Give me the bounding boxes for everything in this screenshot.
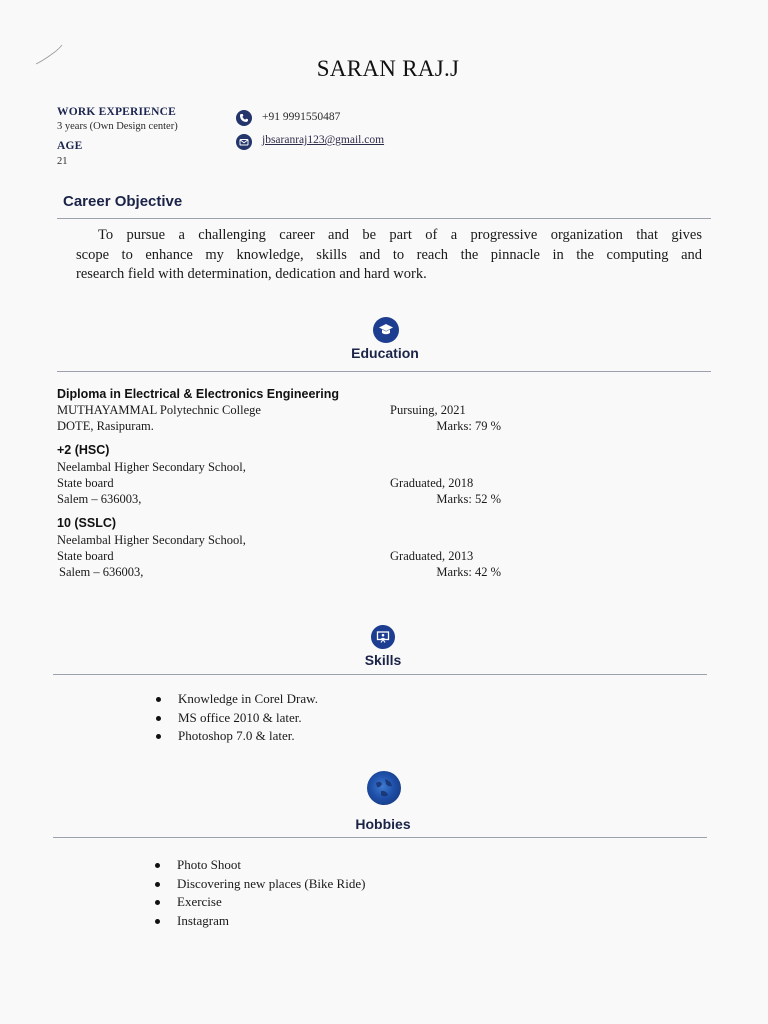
bullet-icon (156, 697, 161, 702)
education-institution: Neelambal Higher Secondary School, (57, 533, 246, 547)
candidate-name: SARAN RAJ.J (316, 56, 460, 81)
education-marks: Marks: 79 % (436, 419, 501, 433)
education-location: Salem – 636003, (57, 492, 142, 506)
skills-divider (53, 674, 707, 675)
phone-number: +91 9991550487 (262, 111, 341, 123)
hobby-text: Discovering new places (Bike Ride) (177, 875, 366, 891)
education-status: Pursuing, 2021 (390, 403, 466, 417)
skill-text: Knowledge in Corel Draw. (178, 691, 318, 706)
education-marks: Marks: 52 % (436, 492, 501, 506)
bullet-icon (156, 734, 161, 739)
skills-title: Skills (364, 652, 402, 668)
career-objective-line-3: research field with determination, dedication and hard work. (76, 266, 427, 282)
career-objective-text (76, 226, 702, 285)
education-board: State board (57, 476, 114, 490)
presentation-board-icon (371, 625, 395, 649)
bullet-icon (155, 919, 160, 924)
hobby-text: Photo Shoot (177, 857, 241, 872)
career-objective-divider (57, 218, 711, 219)
education-heading: 10 (SSLC) (57, 516, 117, 530)
list-item (177, 912, 365, 931)
education-status: Graduated, 2013 (390, 549, 474, 563)
hobby-text: Exercise (177, 894, 222, 909)
work-experience-label: WORK EXPERIENCE (57, 106, 176, 118)
education-heading: Diploma in Electrical & Electronics Engineering (57, 387, 340, 401)
career-objective-line-1: To pursue a challenging career and be part of a progressive organization that gives (98, 227, 702, 243)
education-divider (57, 371, 711, 372)
phone-icon (236, 110, 252, 126)
career-objective-line-2: scope to enhance my knowledge, skills and to reach the pinnacle in the computing and (76, 246, 702, 263)
education-institution: MUTHAYAMMAL Polytechnic College (57, 403, 261, 417)
list-item (178, 690, 318, 709)
hobbies-list (177, 856, 365, 930)
bullet-icon (155, 863, 160, 868)
list-item (177, 893, 365, 912)
list-item (178, 727, 318, 746)
skills-list (178, 690, 318, 746)
age-value: 21 (57, 156, 68, 167)
list-item (177, 875, 365, 894)
education-status: Graduated, 2018 (390, 476, 474, 490)
career-objective-title: Career Objective (63, 193, 183, 210)
hobby-text: Instagram (177, 912, 229, 928)
list-item (178, 709, 318, 728)
hobbies-title: Hobbies (355, 816, 411, 832)
email-icon (236, 134, 252, 150)
education-board: State board (57, 549, 114, 563)
skill-text: Photoshop 7.0 & later. (178, 728, 295, 743)
education-location: Salem – 636003, (59, 565, 144, 579)
education-heading: +2 (HSC) (57, 443, 110, 457)
bullet-icon (156, 716, 161, 721)
education-location: DOTE, Rasipuram. (57, 419, 154, 433)
hobbies-divider (53, 837, 707, 838)
education-title: Education (351, 345, 419, 361)
skill-text: MS office 2010 & later. (178, 709, 302, 725)
graduation-cap-icon (373, 317, 399, 343)
education-institution: Neelambal Higher Secondary School, (57, 460, 246, 474)
globe-icon (367, 771, 401, 805)
bullet-icon (155, 882, 160, 887)
email-link[interactable]: jbsaranraj123@gmail.com (262, 134, 385, 146)
bullet-icon (155, 900, 160, 905)
age-label: AGE (57, 140, 83, 152)
education-marks: Marks: 42 % (436, 565, 501, 579)
list-item (177, 856, 365, 875)
work-experience-value: 3 years (Own Design center) (57, 121, 178, 132)
